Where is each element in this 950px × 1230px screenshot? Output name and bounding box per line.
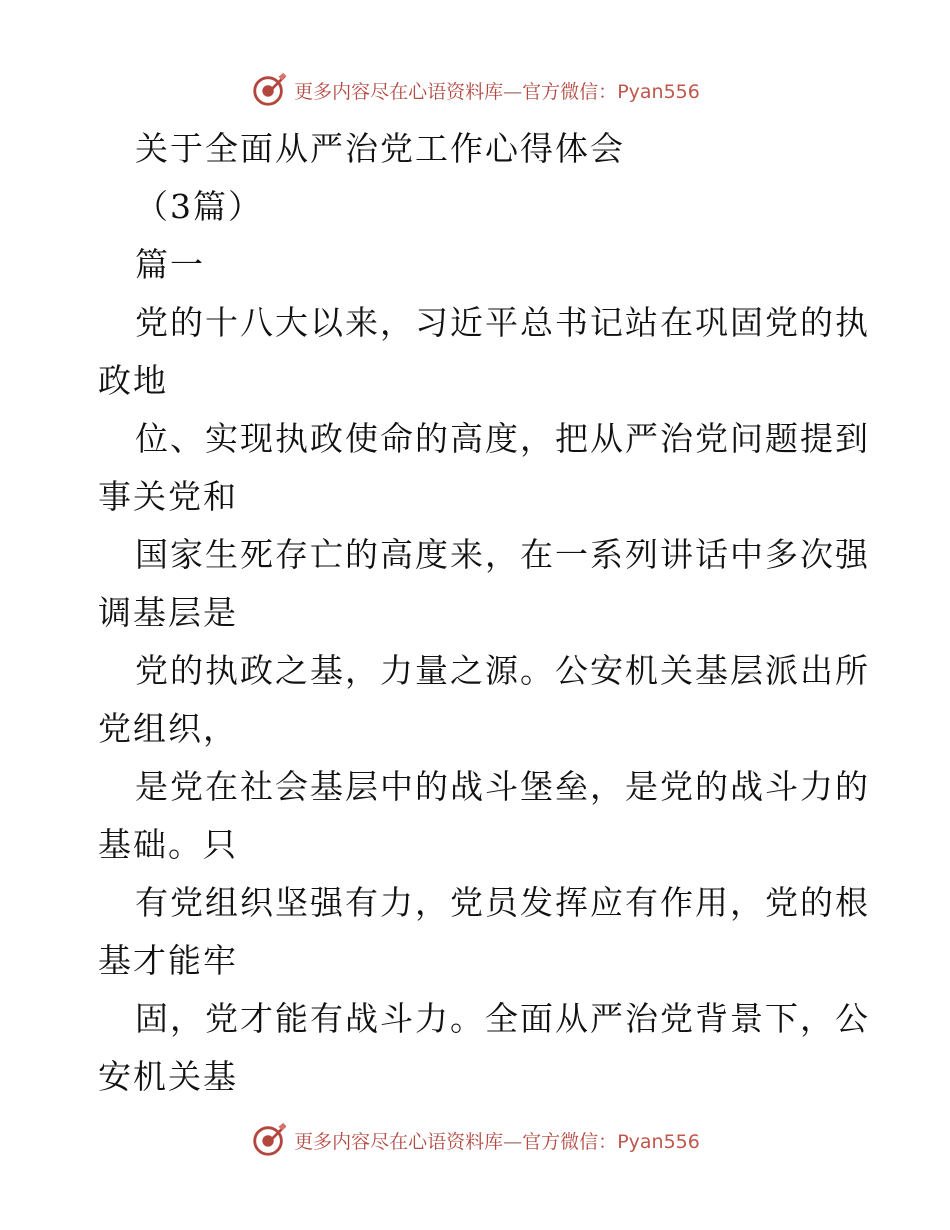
paragraph-line: 政地 xyxy=(98,361,168,400)
quill-pen-logo-icon xyxy=(250,1121,288,1159)
paragraph-line: 基才能牢 xyxy=(98,941,238,980)
paragraph-line: 基础。只 xyxy=(98,825,238,864)
banner-separator: — xyxy=(503,1130,523,1153)
banner-site-text: 更多内容尽在心语资料库 xyxy=(294,80,504,103)
paragraph-line: 党的十八大以来，习近平总书记站在巩固党的执 xyxy=(135,303,870,342)
quill-pen-logo-icon xyxy=(250,71,288,109)
paragraph-line: 安机关基 xyxy=(98,1057,238,1096)
paragraph-line: 是党在社会基层中的战斗堡垒，是党的战斗力的 xyxy=(135,767,870,806)
document-body xyxy=(98,120,868,1106)
paragraph-line: 调基层是 xyxy=(98,593,238,632)
paragraph-line: 党的执政之基，力量之源。公安机关基层派出所 xyxy=(135,651,870,690)
paragraph-line: 固，党才能有战斗力。全面从严治党背景下，公 xyxy=(135,999,870,1038)
paragraph-line: 有党组织坚强有力，党员发挥应有作用，党的根 xyxy=(135,883,870,922)
document-title: 关于全面从严治党工作心得体会 xyxy=(135,129,625,168)
footer-banner-text xyxy=(294,1127,700,1154)
header-watermark-banner xyxy=(0,68,950,112)
banner-site-text: 更多内容尽在心语资料库 xyxy=(294,1130,504,1153)
banner-wechat-id: Pyan556 xyxy=(617,80,700,103)
paragraph-line: 党组织， xyxy=(98,709,238,748)
paragraph-line: 国家生死存亡的高度来，在一系列讲话中多次强 xyxy=(135,535,870,574)
paragraph-line: 位、实现执政使命的高度，把从严治党问题提到 xyxy=(135,419,870,458)
section-heading: 篇一 xyxy=(135,245,205,284)
banner-wechat-label: 官方微信： xyxy=(522,1130,618,1153)
paragraph-line: 事关党和 xyxy=(98,477,238,516)
footer-watermark-banner xyxy=(0,1118,950,1162)
header-banner-text xyxy=(294,77,700,104)
document-subtitle: （3篇） xyxy=(135,187,263,226)
banner-separator: — xyxy=(503,80,523,103)
banner-wechat-label: 官方微信： xyxy=(522,80,618,103)
banner-wechat-id: Pyan556 xyxy=(617,1130,700,1153)
